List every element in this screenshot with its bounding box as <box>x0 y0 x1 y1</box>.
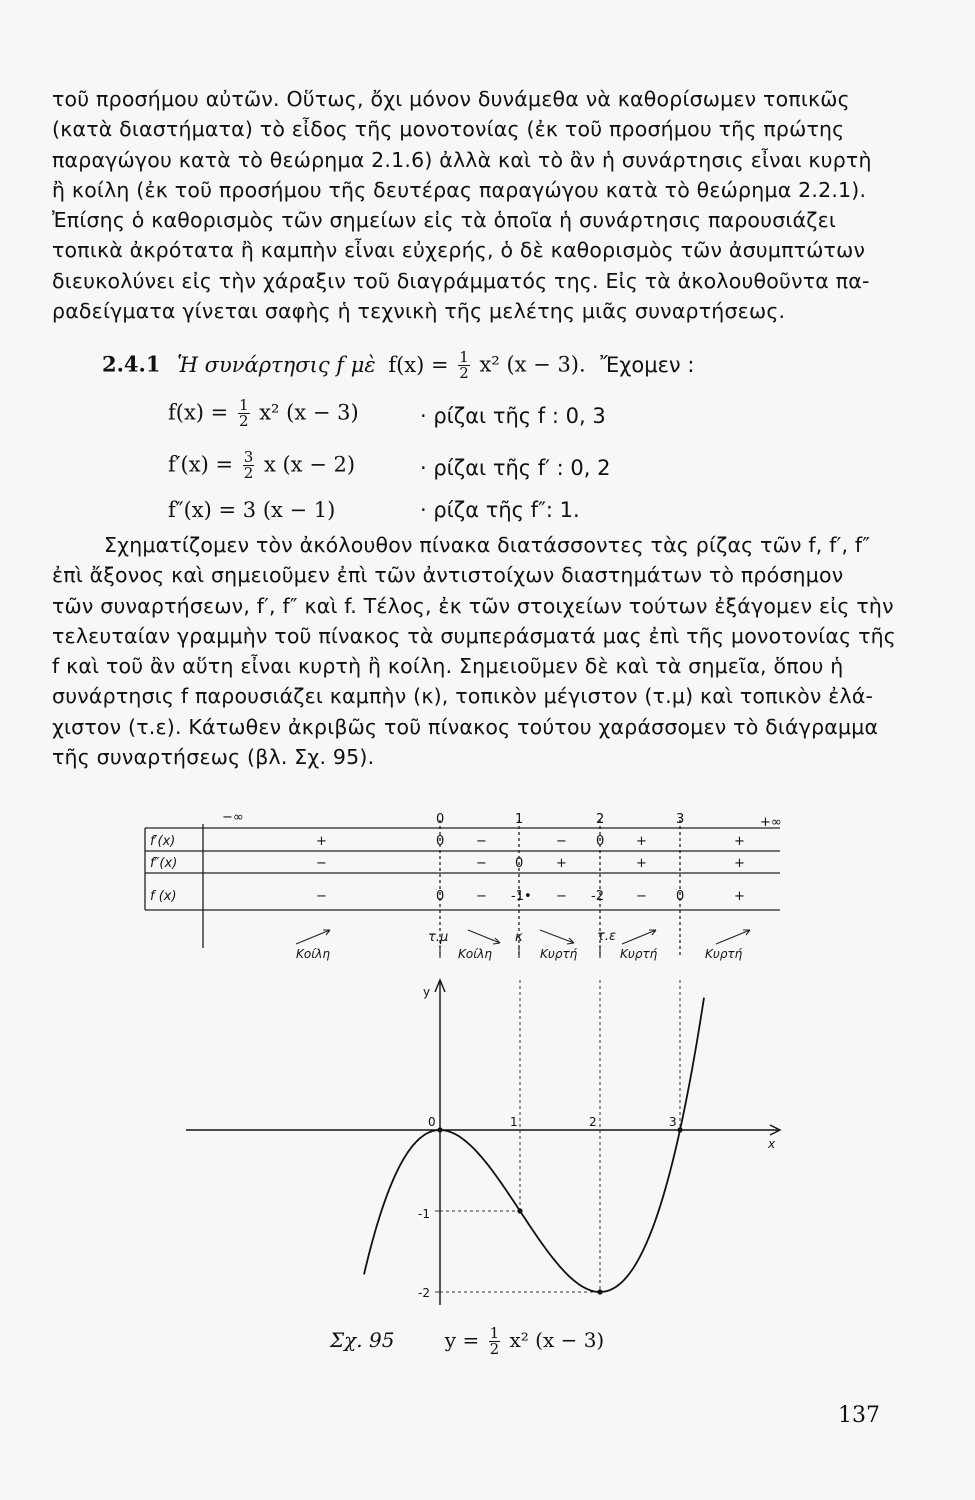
arrow-up-right-icon <box>296 930 330 944</box>
sign-cell: 0 <box>676 889 685 904</box>
x-tick-label: 0 <box>428 1115 436 1129</box>
section-function-rhs: x² (x − 3). <box>479 352 586 377</box>
conclusion-label: Κυρτή <box>620 947 658 961</box>
sign-cell: − <box>316 889 327 904</box>
sign-cell: 0 <box>596 834 605 849</box>
sign-cell: + <box>734 889 745 904</box>
text-line: συνάρτησις f παρουσιάζει καμπὴν (κ), τοπικὸν μέγιστον (τ.μ) καὶ τοπικὸν ἐλά- <box>52 684 874 709</box>
page-number: 137 <box>838 1403 880 1428</box>
fraction-denominator: 2 <box>243 464 254 482</box>
x-tick-label: 3 <box>669 1115 677 1129</box>
text-line: ἢ κοίλη (ἐκ τοῦ προσήμου τῆς δευτέρας παραγώγου κατὰ τὸ θεώρημα 2.2.1). <box>52 177 867 202</box>
sign-cell: 0 <box>515 856 524 871</box>
header-root: 3 <box>676 812 685 827</box>
point-label: τ.ε <box>597 929 616 944</box>
text-line: τελευταίαν γραμμὴν τοῦ πίνακος τὰ συμπεράσματά μας ἐπὶ τῆς μονοτονίας τῆς <box>52 623 897 648</box>
fraction-denominator: 2 <box>489 1340 500 1358</box>
text-line: ραδείγματα γίνεται σαφὴς ἡ τεχνικὴ τῆς μελέτης μιᾶς συναρτήσεως. <box>52 299 786 324</box>
y-tick-label: -2 <box>418 1286 430 1300</box>
text-line: Σχηματίζομεν τὸν ἀκόλουθον πίνακα διατάσσοντες τὰς ρίζας τῶν f, f′, f″ <box>104 533 871 557</box>
sign-cell: -1• <box>511 889 532 904</box>
fraction-denominator: 2 <box>238 412 249 430</box>
function-graph <box>0 960 975 1320</box>
fraction-numerator: 3 <box>243 448 254 466</box>
header-root: 1 <box>515 812 524 827</box>
text-line: παραγώγου κατὰ τὸ θεώρημα 2.1.6) ἀλλὰ καὶ τὸ ἂν ἡ συνάρτησις εἶναι κυρτὴ <box>52 147 872 172</box>
text-line: (κατὰ διαστήματα) τὸ εἶδος τῆς μονοτονίας (ἐκ τοῦ προσήμου τῆς πρώτης <box>52 117 845 142</box>
conclusion-label: Κυρτή <box>540 947 578 961</box>
sign-cell: − <box>316 856 327 871</box>
text-line: τῶν συναρτήσεων, f′, f″ καὶ f. Τέλος, ἐκ τῶν στοιχείων τούτων ἐξάγομεν εἰς τὴν <box>52 593 894 618</box>
sign-cell: − <box>476 889 487 904</box>
function-curve <box>364 998 704 1292</box>
equation-lhs: f″(x) = 3 (x − 1) <box>168 498 336 522</box>
sign-cell: -2 <box>591 889 604 904</box>
text-line: χιστον (τ.ε). Κάτωθεν ἀκριβῶς τοῦ πίνακος τούτου χαράσσομεν τὸ διάγραμμα <box>52 714 879 739</box>
equation-lhs: f′(x) = <box>168 452 234 477</box>
row-label: f (x) <box>150 889 177 904</box>
section-function-lhs: f(x) = <box>388 352 449 377</box>
arrow-up-right-icon <box>716 930 750 944</box>
text-line: τοῦ προσήμου αὐτῶν. Οὕτως, ὄχι μόνον δυνάμεθα νὰ καθορίσωμεν τοπικῶς <box>52 87 850 111</box>
y-axis-label: y <box>423 985 431 999</box>
conclusion-label: Κυρτή <box>705 947 743 961</box>
text-line: Ἐπίσης ὁ καθορισμὸς τῶν σημείων εἰς τὰ ὁποῖα ἡ συνάρτησις παρουσιάζει <box>52 208 837 233</box>
sign-cell: − <box>476 834 487 849</box>
sign-cell: + <box>636 856 647 871</box>
equation-roots: · ρίζαι τῆς f : 0, 3 <box>420 404 606 428</box>
text-line: τῆς συναρτήσεως (βλ. Σχ. 95). <box>52 745 375 770</box>
key-point <box>677 1127 682 1132</box>
arrow-down-right-icon <box>468 930 500 944</box>
fraction-numerator: 1 <box>238 396 249 414</box>
x-axis-label: x <box>768 1137 776 1151</box>
key-point <box>517 1208 522 1213</box>
sign-cell: − <box>636 889 647 904</box>
sign-cell: + <box>734 856 745 871</box>
header-root: 2 <box>596 812 605 827</box>
x-tick-label: 1 <box>510 1115 518 1129</box>
equation-roots: · ρίζα τῆς f″: 1. <box>420 498 580 522</box>
header-neg-inf: −∞ <box>222 810 244 825</box>
caption-label: Σχ. 95 <box>330 1328 395 1352</box>
row-label: f″(x) <box>150 856 178 871</box>
caption-rhs: x² (x − 3) <box>509 1328 605 1352</box>
fraction-numerator: 1 <box>489 1324 500 1342</box>
point-label: τ.μ <box>428 930 449 945</box>
sign-cell: + <box>556 856 567 871</box>
figure-caption <box>330 1326 604 1357</box>
equation-lhs: f(x) = <box>168 400 229 425</box>
caption-fraction <box>489 1326 501 1357</box>
sign-cell: − <box>556 834 567 849</box>
sign-cell: + <box>636 834 647 849</box>
text-line: f καὶ τοῦ ἂν αὕτη εἶναι κυρτὴ ἢ κοίλη. Σημειοῦμεν δὲ καὶ τὰ σημεῖα, ὅπου ἡ <box>52 654 844 679</box>
conclusion-label: Κοίλη <box>296 947 330 961</box>
caption-lhs: y = <box>444 1328 480 1352</box>
sign-cell: − <box>556 889 567 904</box>
sign-cell: − <box>476 856 487 871</box>
x-tick-label: 2 <box>589 1115 597 1129</box>
text-line: τοπικὰ ἀκρότατα ἢ καμπὴν εἶναι εὐχερής, ὁ δὲ καθορισμὸς τῶν ἀσυμπτώτων <box>52 238 866 263</box>
conclusion-label: Κοίλη <box>458 947 492 961</box>
sign-cell: 0 <box>436 889 445 904</box>
fraction-denominator: 2 <box>459 364 469 382</box>
arrow-up-right-icon <box>622 930 656 944</box>
section-number: 2.4.1 <box>102 351 161 377</box>
equation-rhs: x (x − 2) <box>263 452 356 477</box>
point-label: κ <box>515 930 523 945</box>
sign-cell: + <box>316 834 327 849</box>
arrow-down-right-icon <box>540 930 574 944</box>
header-root: 0 <box>436 812 445 827</box>
header-pos-inf: +∞ <box>760 815 782 830</box>
section-tail: Ἔχομεν : <box>600 352 695 377</box>
equation-roots: · ρίζαι τῆς f′ : 0, 2 <box>420 456 611 480</box>
y-tick-label: -1 <box>418 1207 430 1221</box>
section-title: Ἡ συνάρτησις f μὲ <box>177 352 376 377</box>
fraction-numerator: 1 <box>459 348 469 366</box>
row-label: f′(x) <box>150 834 176 849</box>
text-line: ἐπὶ ἄξονος καὶ σημειοῦμεν ἐπὶ τῶν ἀντιστοίχων διαστημάτων τὸ πρόσημον <box>52 563 844 588</box>
equation-rhs: x² (x − 3) <box>259 400 359 425</box>
text-line: διευκολύνει εἰς τὴν χάραξιν τοῦ διαγράμματός της. Εἰς τὰ ἀκολουθοῦντα πα- <box>52 268 870 293</box>
key-point <box>597 1289 602 1294</box>
sign-cell: 0 <box>436 834 445 849</box>
key-point <box>437 1127 442 1132</box>
sign-cell: + <box>734 834 745 849</box>
